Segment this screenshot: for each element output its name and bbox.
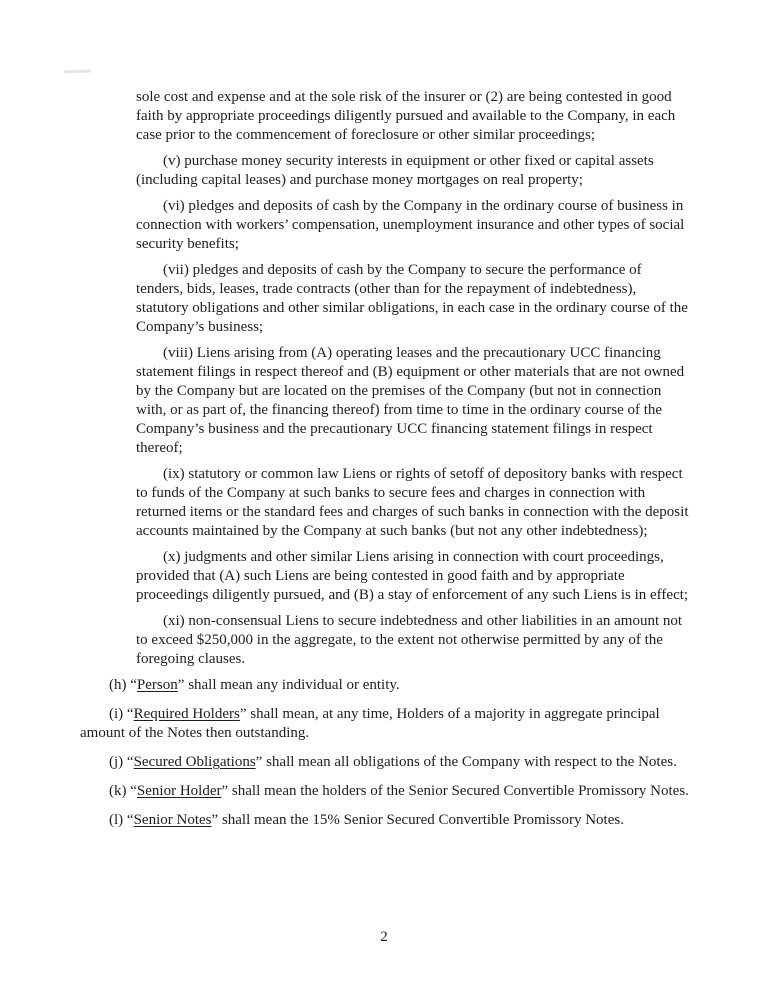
definition-text: shall mean the 15% Senior Secured Convertible Promissory Notes.	[221, 812, 624, 828]
clause-text: Liens arising from (A) operating leases and the precautionary UCC financing statement filings in respect thereof and (B) equipment or other materials that are not owned by the Company but are located on the premises of the Company (but not in connection with, or as part of, the financing thereof) from time to time in the ordinary course of the Company’s business and the precautionary UCC financing statement filings in respect thereof;	[136, 345, 685, 456]
defined-term-wrap	[130, 783, 228, 799]
clause-text: statutory or common law Liens or rights of setoff of depository banks with respect to funds of the Company at such banks to secure fees and charges in connection with returned items or the standard fees and charges of such banks in connection with the deposit accounts maintained by the Company at such banks (but not any other indebtedness);	[136, 466, 689, 539]
clause-label: (xi)	[163, 613, 185, 629]
definition-paragraph-i	[80, 705, 690, 743]
clause-paragraph-v	[136, 152, 690, 190]
definition-label: (k)	[109, 783, 127, 799]
clause-text: non-consensual Liens to secure indebtedness and other liabilities in an amount not to exceed $250,000 in the aggregate, to the extent not otherwise permitted by any of the foregoing clauses.	[136, 613, 683, 667]
definition-paragraph-l	[80, 811, 690, 830]
definition-text: shall mean, at any time, Holders of a majority in aggregate principal amount of the Notes then outstanding.	[80, 706, 660, 741]
clause-paragraph-vi	[136, 197, 690, 254]
clause-label: (vi)	[163, 198, 185, 214]
clause-text: pledges and deposits of cash by the Company in the ordinary course of business in connection with workers’ compensation, unemployment insurance and other types of social security benefits;	[136, 198, 685, 252]
close-quote: ”	[255, 754, 263, 770]
clause-label: (ix)	[163, 466, 185, 482]
clause-text: pledges and deposits of cash by the Company to secure the performance of tenders, bids, leases, trade contracts (other than for the repayment of indebtedness), statutory obligations and other similar obligations, in each case in the ordinary course of the Company’s business;	[136, 262, 688, 335]
clause-label: (viii)	[163, 345, 193, 361]
close-quote: ”	[221, 783, 229, 799]
clause-paragraph-vii	[136, 261, 690, 337]
defined-term: Senior Notes	[133, 812, 212, 828]
defined-term: Secured Obligations	[133, 754, 256, 770]
clause-text: judgments and other similar Liens arising in connection with court proceedings, provided that (A) such Liens are being contested in good faith and by appropriate proceedings diligently pursued, and (B) a stay of enforcement of any such Liens is in effect;	[136, 549, 689, 603]
close-quote: ”	[211, 812, 219, 828]
open-quote: “	[130, 677, 137, 693]
clause-label: (v)	[163, 153, 181, 169]
definition-text: shall mean the holders of the Senior Secured Convertible Promissory Notes.	[231, 783, 689, 799]
clause-continuation-text: sole cost and expense and at the sole risk of the insurer or (2) are being contested in good faith by appropriate proceedings diligently pursued and available to the Company, in each case prior to the commencement of foreclosure or other similar proceedings;	[136, 89, 676, 143]
defined-term-wrap	[127, 706, 247, 722]
definition-paragraph-j	[80, 753, 690, 772]
clause-text: purchase money security interests in equipment or other fixed or capital assets (including capital leases) and purchase money mortgages on real property;	[136, 153, 654, 188]
clause-label: (x)	[163, 549, 181, 565]
clause-paragraph-viii	[136, 344, 690, 458]
open-quote: “	[130, 783, 137, 799]
defined-term-wrap	[130, 677, 184, 693]
definition-text: shall mean any individual or entity.	[188, 677, 400, 693]
clause-label: (vii)	[163, 262, 189, 278]
page-number: 2	[380, 929, 388, 945]
open-quote: “	[126, 754, 134, 770]
clause-paragraph-ix	[136, 465, 690, 541]
open-quote: “	[126, 812, 134, 828]
definition-paragraph-h	[80, 676, 690, 695]
definition-label: (i)	[109, 706, 124, 722]
definition-text: shall mean all obligations of the Company with respect to the Notes.	[266, 754, 677, 770]
definition-label: (l)	[109, 812, 124, 828]
clause-paragraph-xi	[136, 612, 690, 669]
defined-term: Required Holders	[133, 706, 240, 722]
close-quote: ”	[239, 706, 247, 722]
defined-term: Senior Holder	[136, 783, 222, 799]
defined-term-wrap	[127, 754, 262, 770]
defined-term-wrap	[127, 812, 218, 828]
clause-continuation-paragraph	[136, 88, 690, 145]
definition-paragraph-k	[80, 782, 690, 801]
defined-term: Person	[136, 677, 178, 693]
open-quote: “	[126, 706, 134, 722]
definition-label: (j)	[109, 754, 124, 770]
definition-label: (h)	[109, 677, 127, 693]
close-quote: ”	[177, 677, 185, 693]
clause-paragraph-x	[136, 548, 690, 605]
